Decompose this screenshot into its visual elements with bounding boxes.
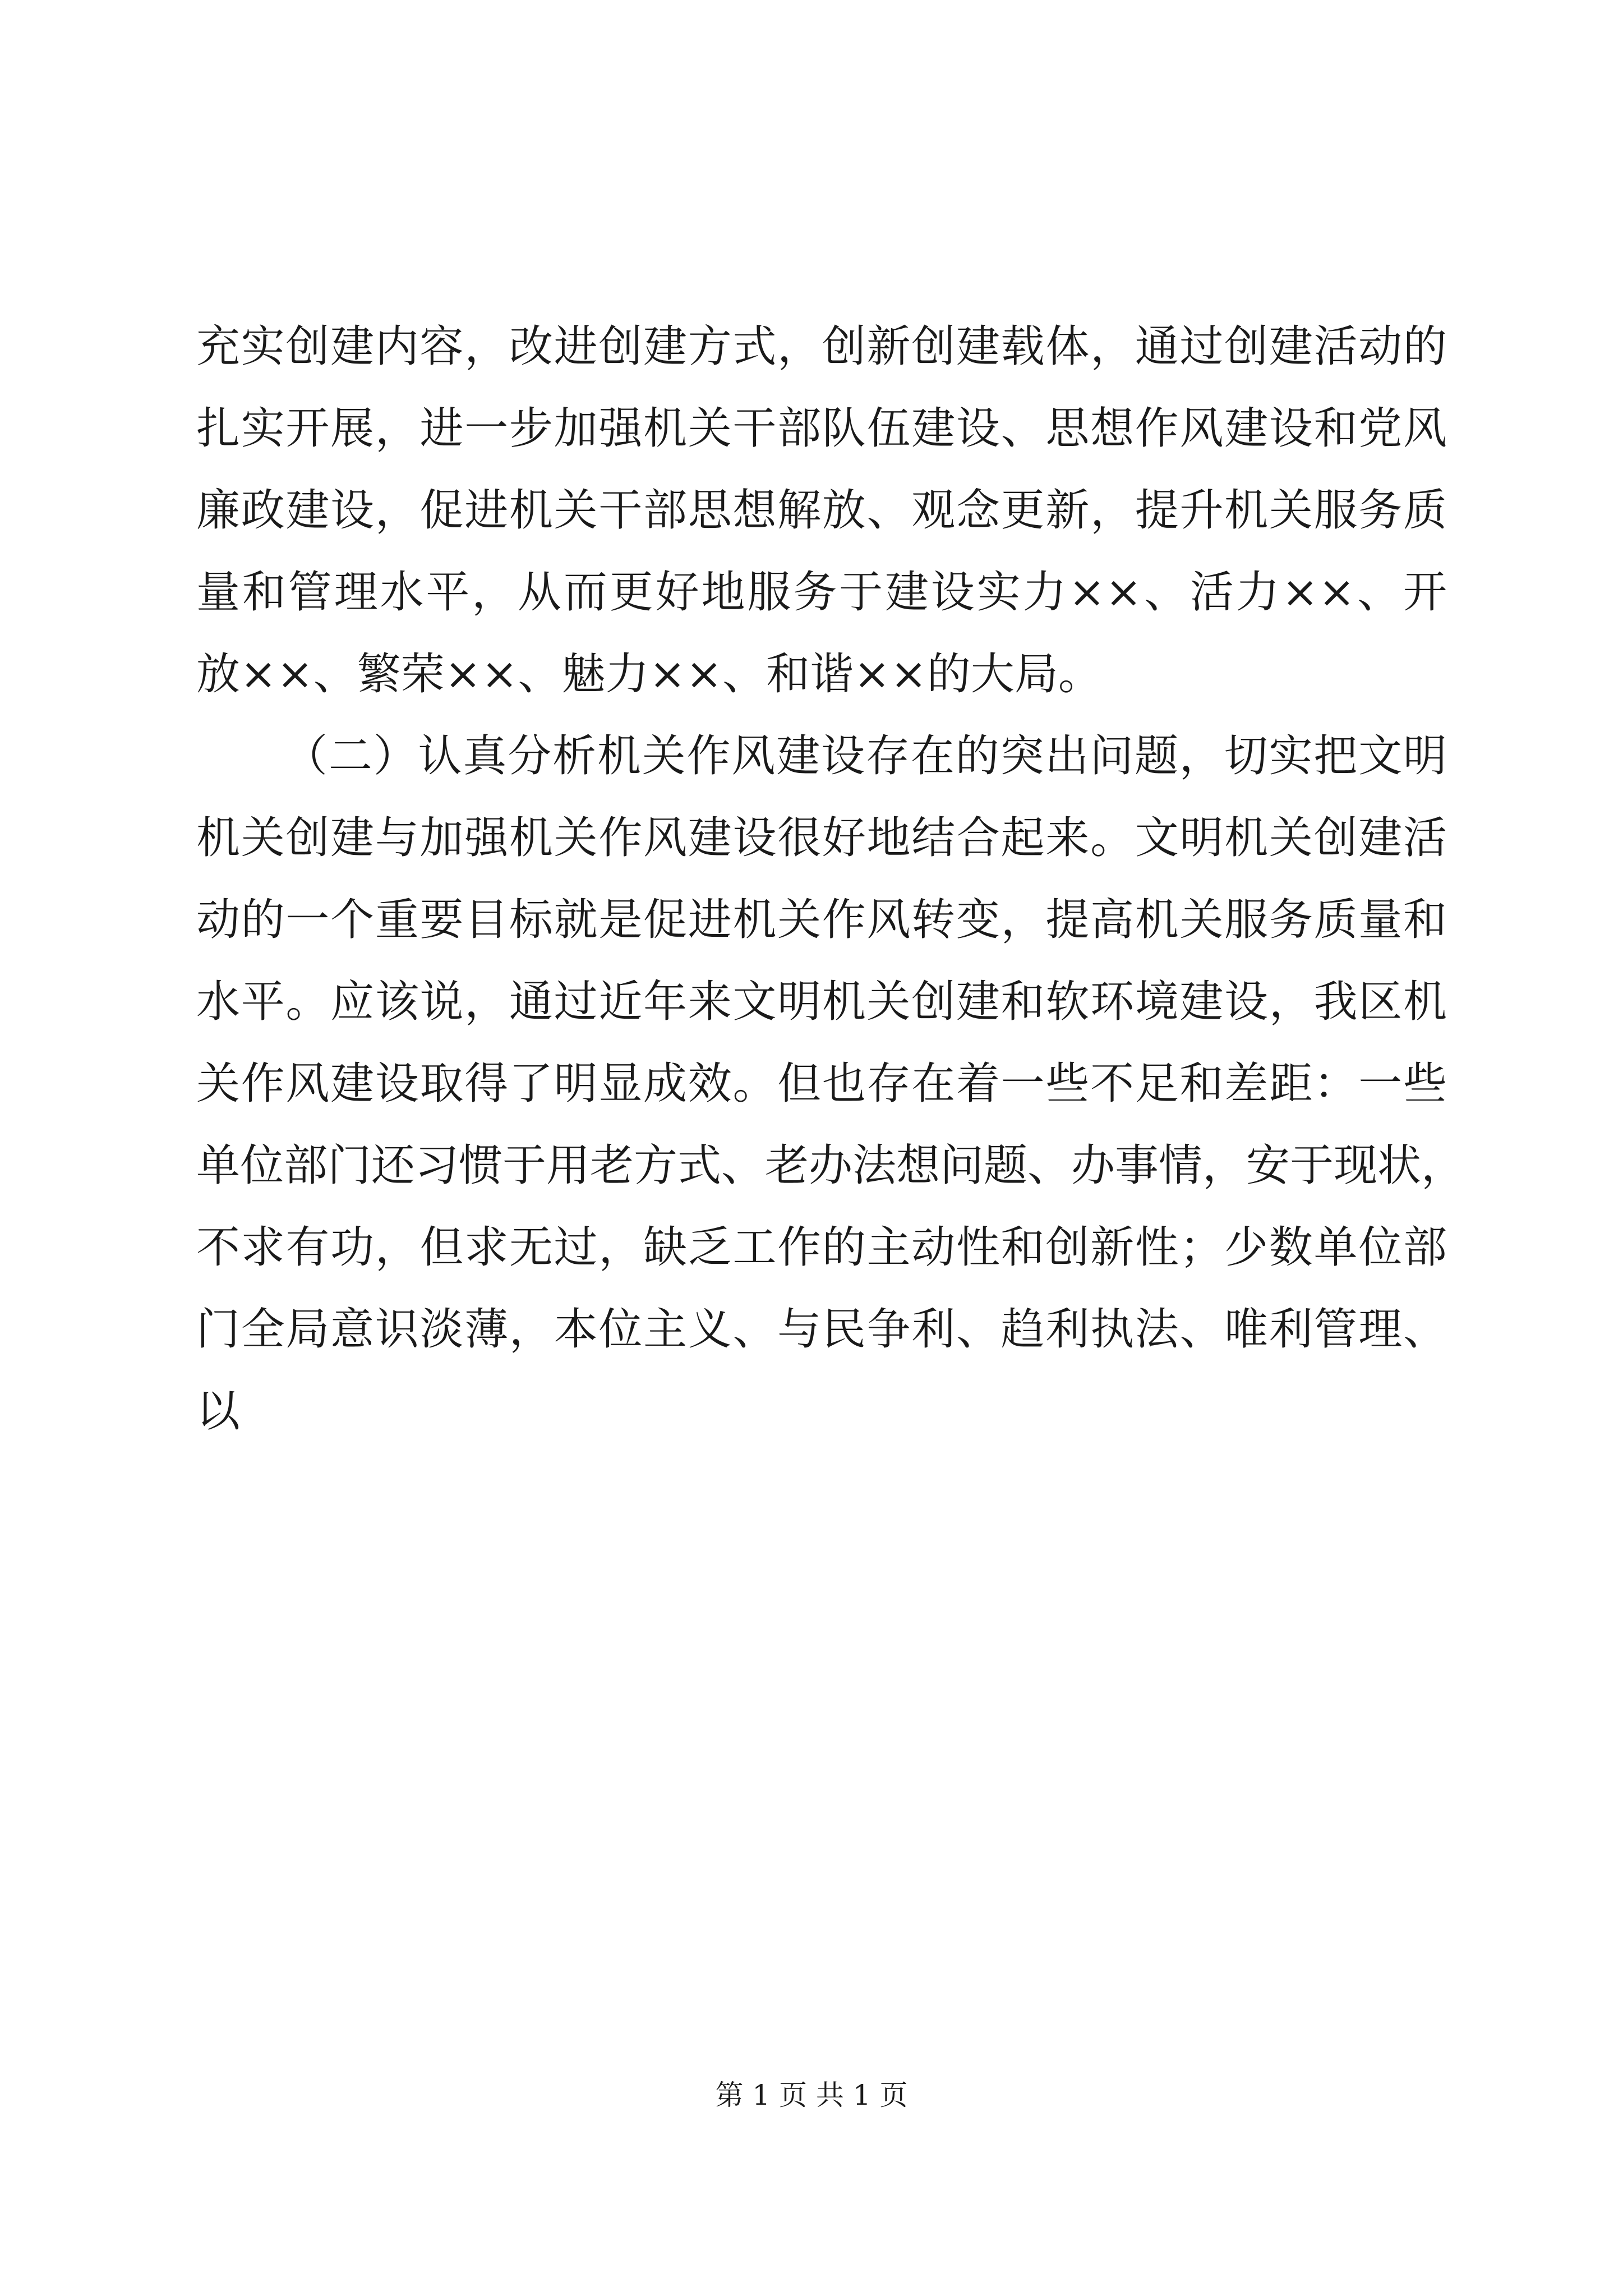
text-line: 量和管理水平，从而更好地服务于建设实力××、活力××、开 — [196, 567, 1447, 618]
text-line: 单位部门还习惯于用老方式、老办法想问题、办事情，安于现状， — [196, 1140, 1465, 1191]
text-line: 以 — [196, 1386, 241, 1437]
text-line: 水平。应该说，通过近年来文明机关创建和软环境建设，我区机 — [196, 977, 1447, 1027]
text-line: 动的一个重要目标就是促进机关作风转变，提高机关服务质量和 — [196, 895, 1447, 945]
text-line: 扎实开展，进一步加强机关干部队伍建设、思想作风建设和党风 — [196, 403, 1447, 454]
body-text — [196, 306, 1465, 1452]
text-line: 关作风建设取得了明显成效。但也存在着一些不足和差距：一些 — [196, 1059, 1447, 1109]
text-line: 不求有功，但求无过，缺乏工作的主动性和创新性；少数单位部 — [196, 1222, 1447, 1273]
text-line: 廉政建设，促进机关干部思想解放、观念更新，提升机关服务质 — [196, 485, 1447, 536]
section-heading-line: （二）认真分析机关作风建设存在的突出问题，切实把文明 — [284, 731, 1447, 781]
text-line: 门全局意识淡薄，本位主义、与民争利、趋利执法、唯利管理、 — [196, 1304, 1447, 1355]
text-line: 机关创建与加强机关作风建设很好地结合起来。文明机关创建活 — [196, 813, 1447, 863]
page-footer — [0, 2076, 1623, 2115]
page-indicator: 第 1 页 共 1 页 — [715, 2079, 908, 2111]
text-line: 充实创建内容，改进创建方式，创新创建载体，通过创建活动的 — [196, 321, 1447, 372]
text-line: 放××、繁荣××、魅力××、和谐××的大局。 — [196, 649, 1102, 700]
